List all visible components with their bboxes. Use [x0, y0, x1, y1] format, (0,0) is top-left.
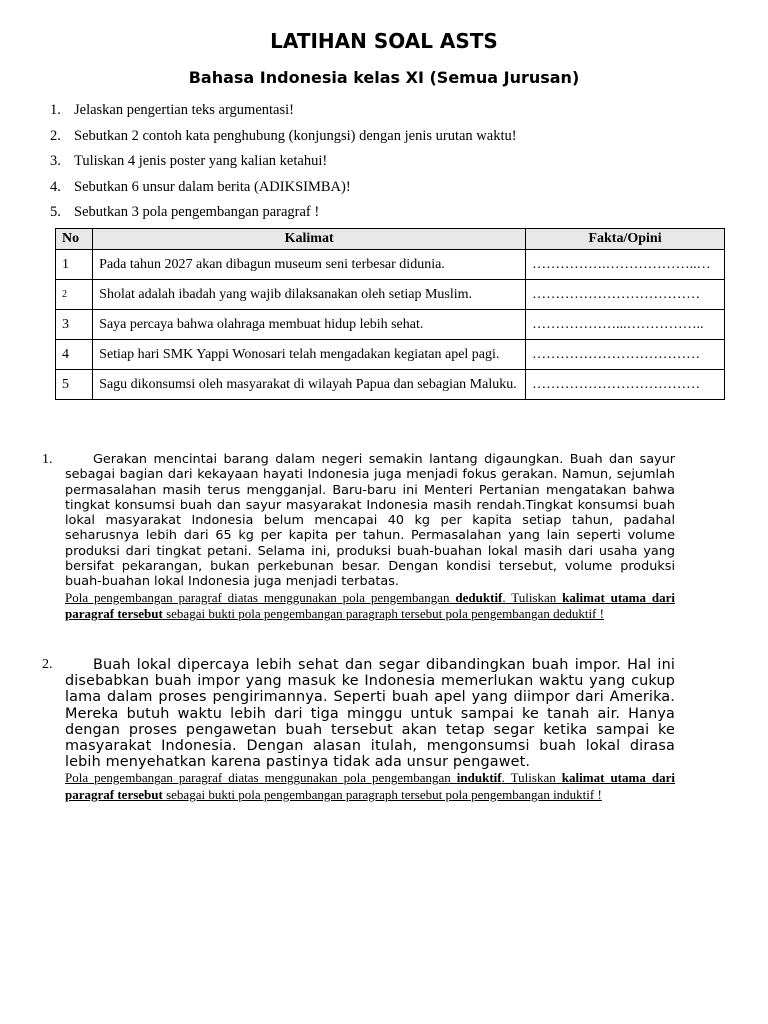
row-number: 3 [56, 310, 93, 340]
row-answer-blank[interactable]: ……………………………… [526, 280, 725, 310]
page-title: LATIHAN SOAL ASTS [270, 29, 498, 53]
question-item [50, 127, 740, 153]
question-item [50, 178, 740, 204]
row-number: 4 [56, 340, 93, 370]
reading-passage-2 [42, 657, 675, 803]
column-header-fakta-opini: Fakta/Opini [526, 229, 725, 250]
question-number: 5. [50, 204, 61, 220]
passage-task: Pola pengembangan paragraf diatas menggunakan pola pengembangan deduktif. Tuliskan kalimat utama dari paragraf tersebut sebagai bukti pola pengembangan paragraph tersebut pola pengembangan deduktif ! [65, 589, 675, 622]
table-row [56, 370, 725, 400]
table-row [56, 250, 725, 280]
passage-task: Pola pengembangan paragraf diatas menggunakan pola pengembangan induktif. Tuliskan kalimat utama dari paragraf tersebut sebagai bukti pola pengembangan paragraph tersebut pola pengembangan induktif ! [65, 770, 675, 802]
passage-text: Gerakan mencintai barang dalam negeri semakin lantang digaungkan. Buah dan sayur sebagai bagian dari kekayaan hayati Indonesia juga menjadi fokus gerakan. Namun, sejumlah permasalahan masih terus mengganjal. Baru-baru ini Menteri Pertanian mengatakan bahwa tingkat konsumsi buah dan sayur masyarakat Indonesia masih rendah.Tingkat konsumsi buah lokal masyarakat Indonesia belum mencapai 40 kg per kapita setiap tahun, padahal seharusnya lebih dari 65 kg per kapita per tahun. Permasalahan yang lain seperti volume produksi dari tingkat petani. Selama ini, produksi buah-buahan lokal masih dari usaha yang bersifat pekarangan, bukan perkebunan besar. Dengan kondisi tersebut, volume produksi buah-buahan lokal Indonesia juga menjadi terbatas. [65, 452, 675, 590]
row-answer-blank[interactable]: ………………...…………….. [526, 310, 725, 340]
question-item [50, 101, 740, 127]
question-number: 3. [50, 153, 61, 169]
passage-text: Buah lokal dipercaya lebih sehat dan segar dibandingkan buah impor. Hal ini disebabkan buah impor yang masuk ke Indonesia memerlukan waktu yang cukup lama dalam proses pengirimannya. Seperti buah apel yang diimpor dari Amerika. Mereka butuh waktu lebih dari tiga minggu untuk sampai ke tanah air. Hanya dengan proses pengawetan buah tersebut akan tetap segar ketika sampai ke masyarakat Indonesia. Dengan alasan itulah, mengonsumsi buah lokal dirasa lebih menyehatkan karena pastinya tidak ada unsur pengawet. [65, 657, 675, 771]
column-header-no: No [56, 229, 93, 250]
row-sentence: Pada tahun 2027 akan dibagun museum seni terbesar didunia. [93, 250, 526, 280]
table-row [56, 340, 725, 370]
row-number: 5 [56, 370, 93, 400]
fact-opinion-table [55, 228, 725, 400]
question-number: 2. [50, 127, 61, 144]
question-text: Sebutkan 6 unsur dalam berita (ADIKSIMBA)! [74, 178, 351, 195]
question-list [50, 101, 740, 229]
question-text: Tuliskan 4 jenis poster yang kalian ketahui! [74, 153, 328, 169]
row-sentence: Sholat adalah ibadah yang wajib dilaksanakan oleh setiap Muslim. [93, 280, 526, 310]
question-text: Sebutkan 2 contoh kata penghubung (konjungsi) dengan jenis urutan waktu! [74, 127, 517, 144]
passage-number: 1. [42, 452, 53, 467]
row-answer-blank[interactable]: …………….………………..… [526, 250, 725, 280]
question-item [50, 152, 740, 178]
row-answer-blank[interactable]: ……………………………… [526, 370, 725, 400]
question-number: 1. [50, 102, 61, 118]
row-number: 1 [56, 250, 93, 280]
question-item [50, 203, 740, 229]
page-subtitle: Bahasa Indonesia kelas XI (Semua Jurusan) [188, 68, 580, 87]
passage-number: 2. [42, 657, 53, 672]
row-sentence: Setiap hari SMK Yappi Wonosari telah mengadakan kegiatan apel pagi. [93, 340, 526, 370]
column-header-kalimat: Kalimat [93, 229, 526, 250]
table-header-row [56, 229, 725, 250]
row-sentence: Saya percaya bahwa olahraga membuat hidup lebih sehat. [93, 310, 526, 340]
row-number: 2 [56, 280, 93, 310]
table-row [56, 280, 725, 310]
question-text: Sebutkan 3 pola pengembangan paragraf ! [74, 204, 320, 220]
reading-passage-1 [42, 452, 675, 623]
row-answer-blank[interactable]: ……………………………… [526, 340, 725, 370]
question-number: 4. [50, 178, 61, 195]
table-row [56, 310, 725, 340]
row-sentence: Sagu dikonsumsi oleh masyarakat di wilayah Papua dan sebagian Maluku. [93, 370, 526, 400]
question-text: Jelaskan pengertian teks argumentasi! [74, 102, 294, 118]
